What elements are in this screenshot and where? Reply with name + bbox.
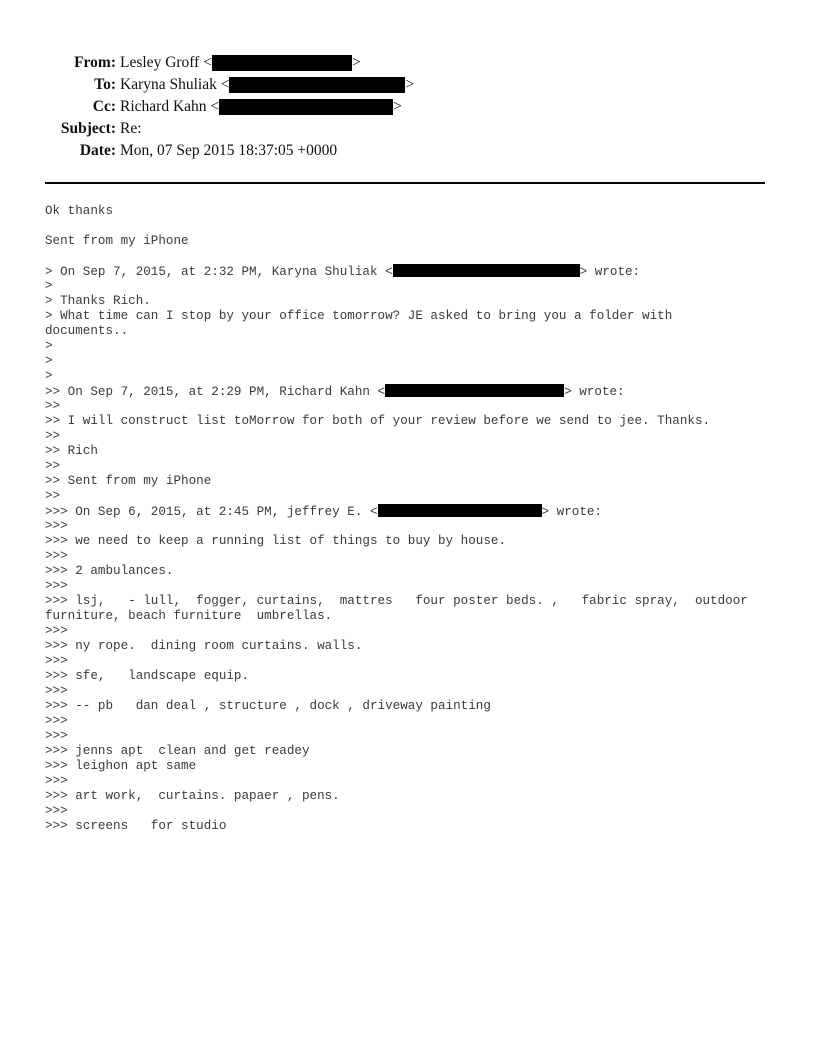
body-line: >>> 2 ambulances. — [45, 564, 174, 578]
subject-value: Re: — [120, 120, 142, 137]
date-row — [0, 140, 816, 162]
body-line: >>> — [45, 519, 68, 533]
body-line: >>> — [45, 804, 68, 818]
body-line: >>> we need to keep a running list of things to buy by house. — [45, 534, 507, 548]
body-line: > — [45, 339, 53, 353]
body-line: >>> -- pb dan deal , structure , dock , driveway painting — [45, 699, 491, 713]
date-label: Date: — [79, 142, 116, 159]
redacted-email — [385, 384, 564, 397]
body-line: > What time can I stop by your office tomorrow? JE asked to bring you a folder with — [45, 309, 673, 323]
subject-row — [0, 118, 816, 140]
body-line: >>> leighon apt same — [45, 759, 197, 773]
body-line: Sent from my iPhone — [45, 234, 189, 248]
body-line: >>> — [45, 774, 68, 788]
body-line: >> — [45, 399, 61, 413]
to-value: Karyna Shuliak < — [120, 76, 230, 93]
body-line: >>> jenns apt clean and get readey — [45, 744, 310, 758]
redacted-email — [219, 99, 393, 115]
body-line: furniture, beach furniture umbrellas. — [45, 609, 333, 623]
cc-value: Richard Kahn < — [120, 98, 220, 115]
subject-label: Subject: — [60, 120, 116, 137]
body-line: >> Rich — [45, 444, 98, 458]
body-line: > Thanks Rich. — [45, 294, 151, 308]
body-line: >> — [45, 459, 61, 473]
to-close: > — [405, 76, 415, 93]
from-value: Lesley Groff < — [120, 54, 212, 71]
body-line: > — [45, 279, 53, 293]
body-line: >> — [45, 429, 61, 443]
cc-label: Cc: — [92, 98, 116, 115]
to-label: To: — [94, 76, 116, 93]
body-line: >> — [45, 489, 61, 503]
quote-header: >>> On Sep 6, 2015, at 2:45 PM, jeffrey E. < > wrote: — [45, 505, 602, 519]
to-row — [0, 74, 816, 96]
quote-header: >> On Sep 7, 2015, at 2:29 PM, Richard Kahn < > wrote: — [45, 385, 625, 399]
body-line: >>> — [45, 549, 68, 563]
redacted-email — [378, 504, 542, 517]
cc-close: > — [393, 98, 402, 115]
quote-header: > On Sep 7, 2015, at 2:32 PM, Karyna Shuliak < > wrote: — [45, 265, 641, 279]
body-line: documents.. — [45, 324, 129, 338]
body-line: >>> — [45, 624, 68, 638]
body-line: > — [45, 354, 53, 368]
header-divider — [45, 182, 765, 184]
body-line: > — [45, 369, 53, 383]
body-line: >> Sent from my iPhone — [45, 474, 212, 488]
redacted-email — [393, 264, 580, 277]
from-close: > — [351, 54, 361, 71]
body-line: >>> — [45, 729, 68, 743]
body-line: >>> — [45, 684, 68, 698]
date-value: Mon, 07 Sep 2015 18:37:05 +0000 — [120, 142, 338, 159]
body-line: >>> — [45, 654, 68, 668]
cc-row — [0, 96, 816, 118]
body-line: >> I will construct list toMorrow for both of your review before we send to jee. Thanks. — [45, 414, 711, 428]
redacted-email — [229, 77, 405, 93]
email-header — [0, 52, 816, 162]
from-row — [0, 52, 816, 74]
body-line: >>> — [45, 714, 68, 728]
from-label: From: — [74, 54, 116, 71]
body-line: >>> lsj, - lull, fogger, curtains, mattres four poster beds. , fabric spray, outdoor — [45, 594, 748, 608]
body-line: >>> — [45, 579, 68, 593]
body-line: >>> sfe, landscape equip. — [45, 669, 250, 683]
body-line: >>> ny rope. dining room curtains. walls. — [45, 639, 363, 653]
body-line: >>> screens for studio — [45, 819, 227, 833]
body-line: Ok thanks — [45, 204, 114, 218]
body-line: >>> art work, curtains. papaer , pens. — [45, 789, 340, 803]
email-body — [45, 204, 785, 834]
redacted-email — [212, 55, 352, 71]
